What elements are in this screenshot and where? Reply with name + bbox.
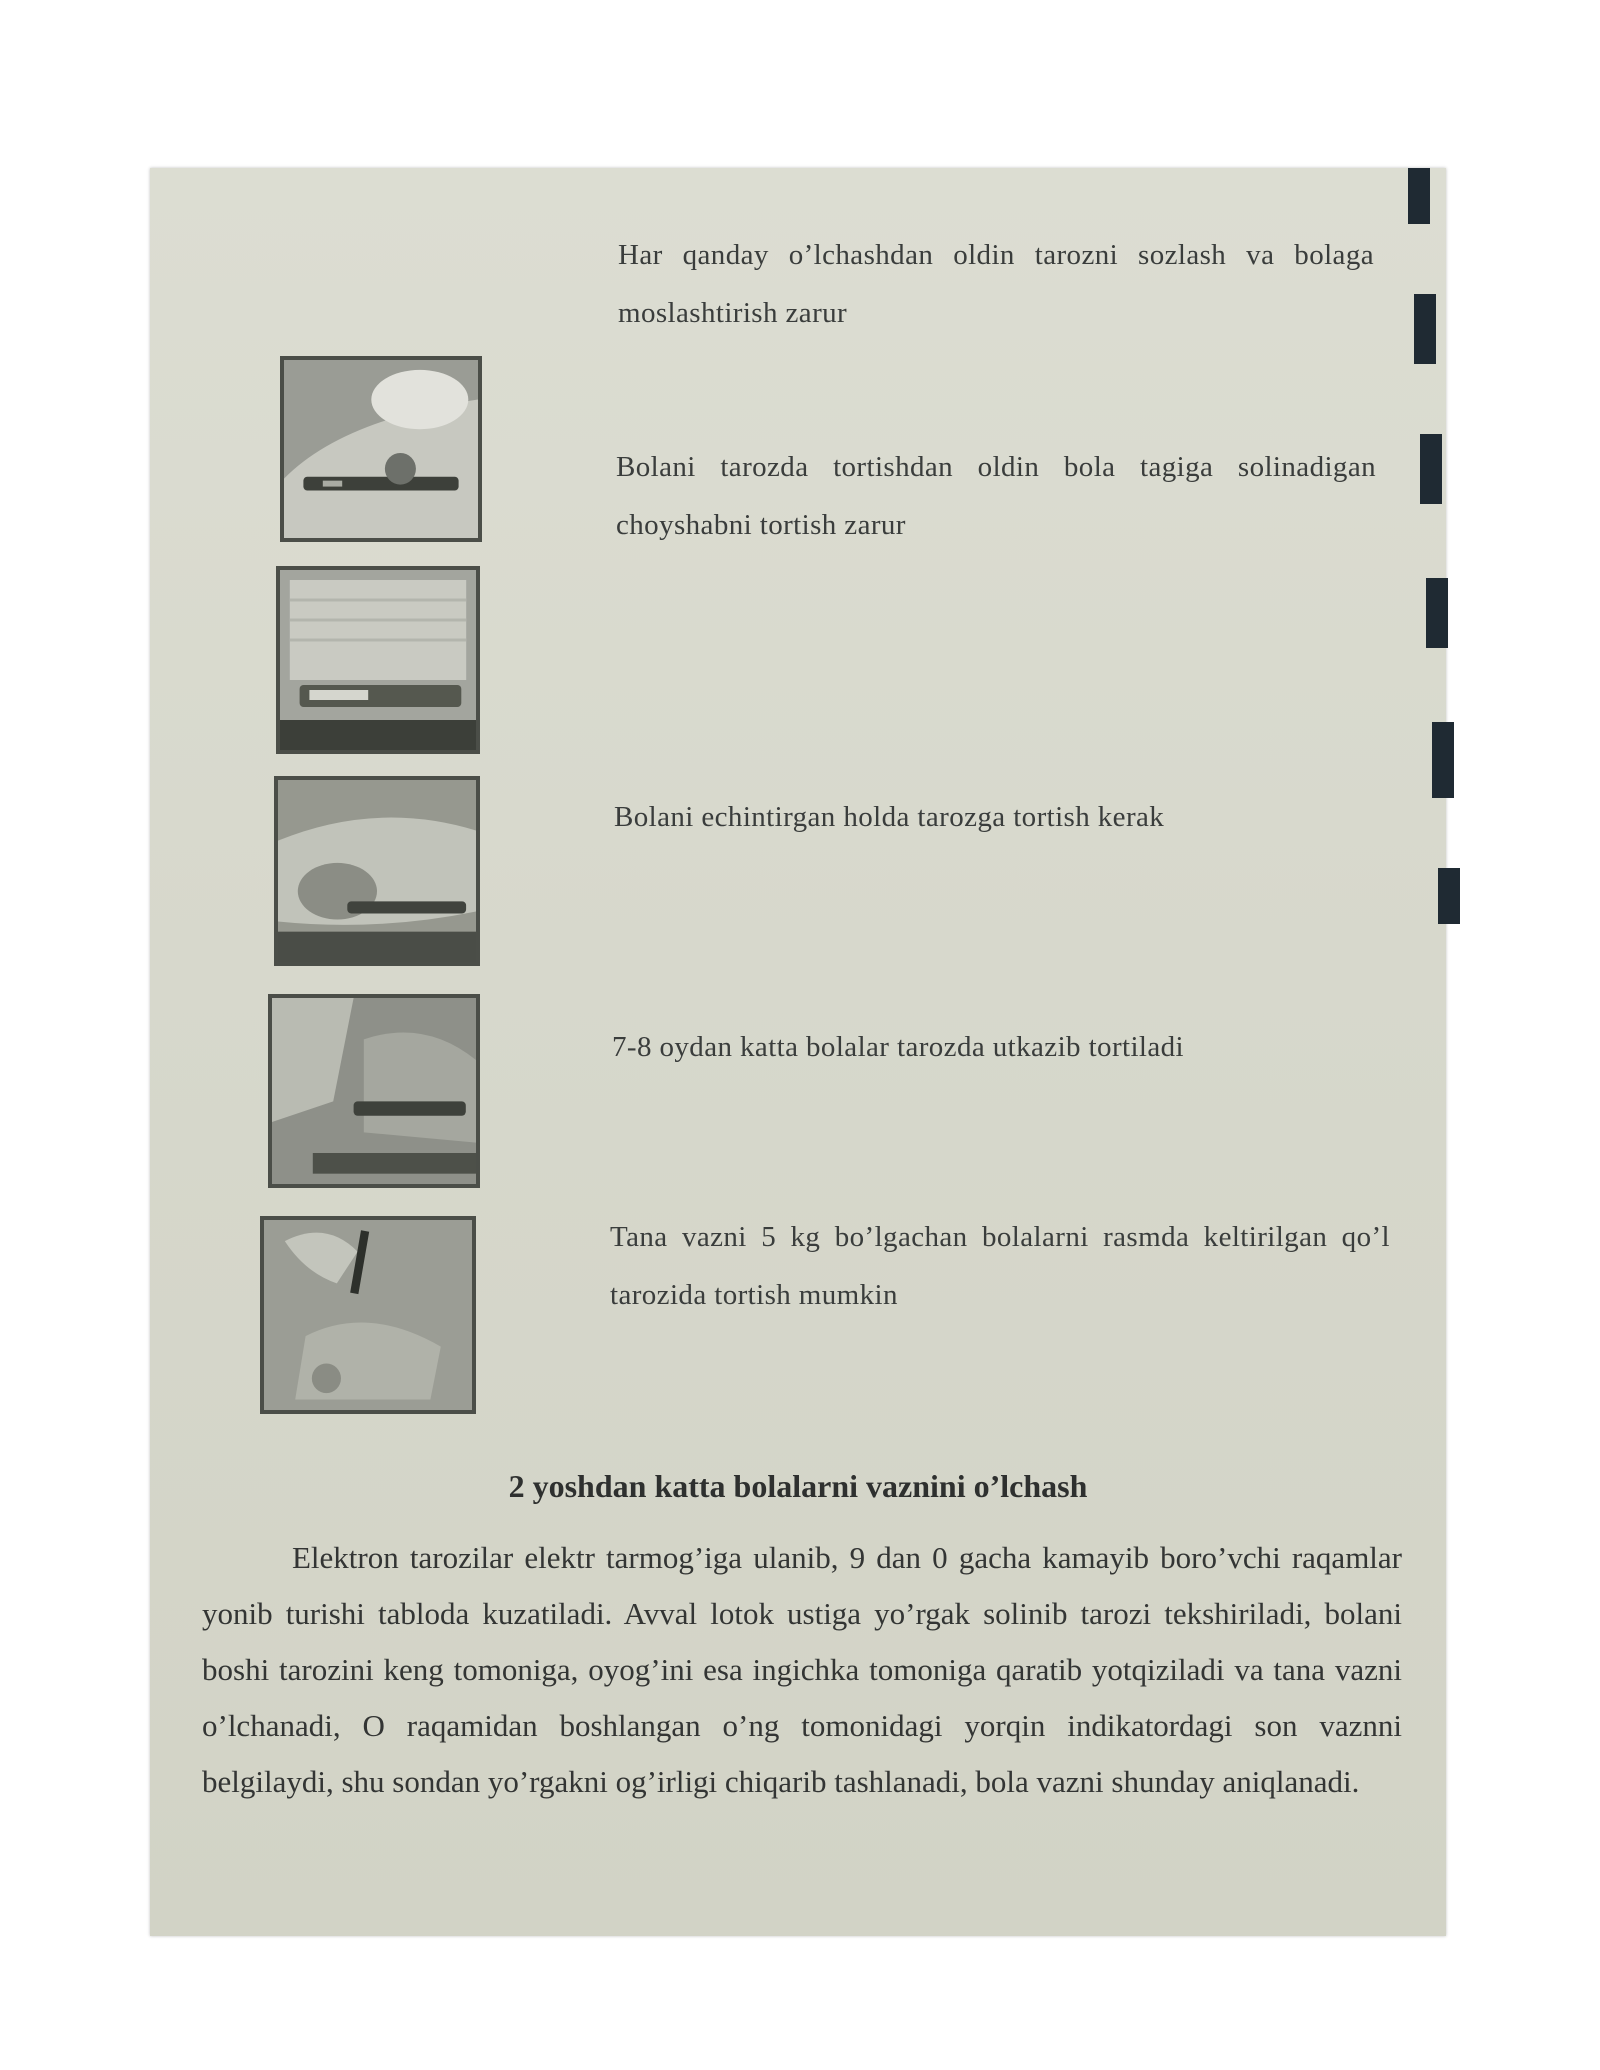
edge-mark xyxy=(1420,434,1442,504)
caption-older-infants: 7-8 oydan katta bolalar tarozda utkazib tortiladi xyxy=(612,1031,1185,1063)
caption-weigh-sheet: Bolani tarozda tortishdan oldin bola tagiga solinadigan choyshabni tortish zarur xyxy=(616,451,1376,541)
section-heading: 2 yoshdan katta bolalarni vaznini o’lchash xyxy=(508,1468,1088,1504)
scale-photo-4 xyxy=(268,994,480,1188)
scale-photo-3 xyxy=(274,776,480,966)
scale-photo-1 xyxy=(280,356,482,542)
scanned-page xyxy=(150,168,1446,1936)
caption-calibrate-scale: Har qanday o’lchashdan oldin tarozni sozlash va bolaga moslashtirish zarur xyxy=(618,239,1374,329)
edge-mark xyxy=(1438,868,1460,924)
caption-undress-child: Bolani echintirgan holda tarozga tortish kerak xyxy=(614,801,1165,833)
caption-hand-scale: Tana vazni 5 kg bo’lgachan bolalarni rasmda keltirilgan qo’l tarozida tortish mumkin xyxy=(610,1221,1390,1311)
edge-mark xyxy=(1432,722,1454,798)
hand-scale-photo xyxy=(260,1216,476,1414)
edge-mark xyxy=(1408,168,1430,224)
section-paragraph: Elektron tarozilar elektr tarmog’iga ulanib, 9 dan 0 gacha kamayib boro’vchi raqamlar yonib turishi tabloda kuzatiladi. Avval lotok ustiga yo’rgak solinib tarozi tekshiriladi, bolani boshi tarozini keng tomoniga, oyog’ini esa ingichka tomoniga qaratib yotqiziladi va tana vazni o’lchanadi, O raqamidan boshlangan o’ng tomonidagi yorqin indikatordagi son vaznni belgilaydi, shu sondan yo’rgakni og’irligi chiqarib tashlanadi, bola vazni shunday aniqlanadi. xyxy=(202,1540,1402,1799)
scale-photo-2 xyxy=(276,566,480,754)
edge-mark xyxy=(1426,578,1448,648)
edge-mark xyxy=(1414,294,1436,364)
